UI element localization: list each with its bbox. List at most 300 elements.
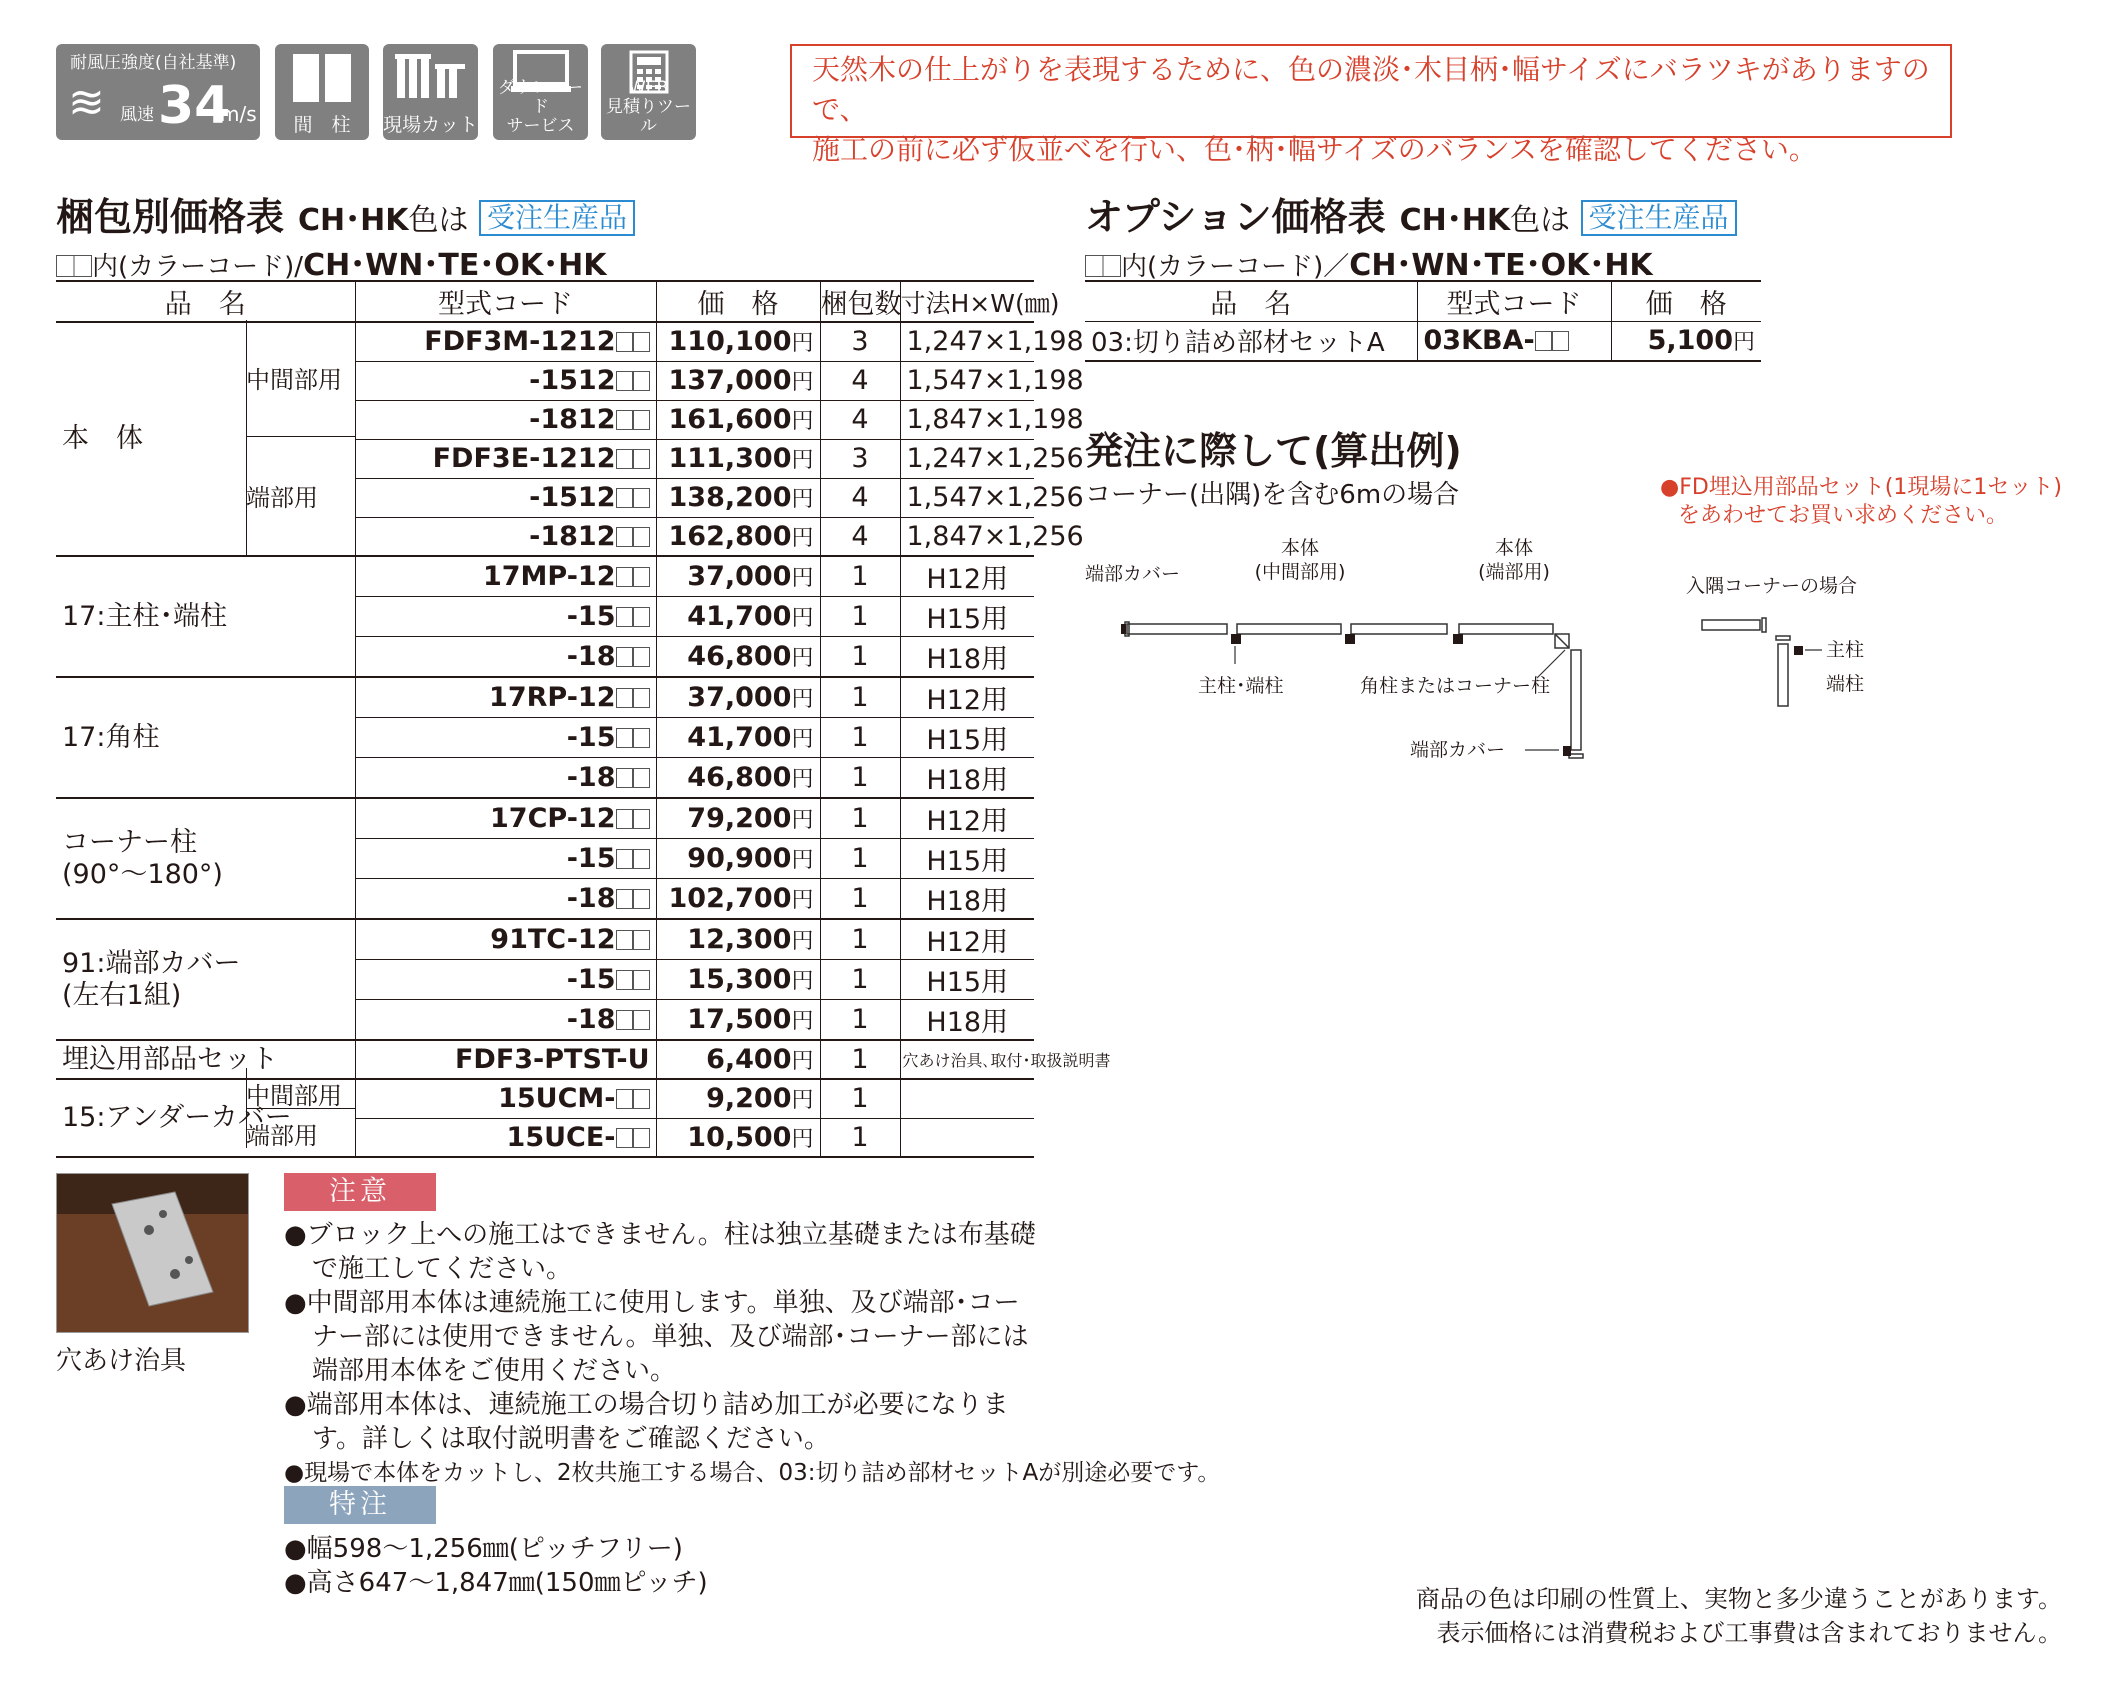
row-price: 79,200 (687, 803, 792, 834)
caution-item: ●ブロック上への施工はできません。柱は独立基礎または布基礎で施工してください。 (284, 1220, 1036, 1284)
row-qty: 1 (820, 718, 900, 758)
row-yen: 円 (791, 370, 814, 395)
row-yen: 円 (791, 848, 814, 873)
option-table-heading (1085, 186, 1737, 241)
header-price: 価 格 (656, 281, 820, 322)
row-price-cell (656, 439, 820, 478)
option-row (1085, 322, 1761, 361)
row-price-cell (656, 1079, 820, 1118)
row-dim: H15用 (900, 597, 1034, 637)
drill-jig-photo (56, 1173, 249, 1333)
row-qty: 1 (820, 798, 900, 839)
table-row (56, 1040, 1034, 1079)
row-price: 37,000 (687, 561, 792, 592)
row-group-text: 91:端部カバー (62, 947, 241, 979)
footer-line-2: 表示価格には消費税および工事費は含まれておりません。 (1436, 1619, 2062, 1647)
color-code-box (616, 647, 633, 667)
color-code-box (633, 970, 650, 990)
option-table-title: オプション価格表 (1085, 195, 1386, 239)
row-dim: H18用 (900, 758, 1034, 799)
row-price: 102,700 (668, 883, 792, 914)
row-code-cell (355, 798, 656, 839)
caution-item: ●端部用本体は、連続施工の場合切り詰め加工が必要になります。詳しくは取付説明書をご確認ください。 (284, 1390, 1009, 1454)
diagram-end-post-label: 端柱 (1826, 673, 1865, 695)
color-code-box (633, 688, 650, 708)
price-table-heading (56, 186, 635, 241)
row-code-cell (355, 758, 656, 799)
row-group-text: コーナー柱 (62, 826, 197, 858)
color-code-box (633, 371, 650, 391)
caution-list (284, 1218, 1221, 1490)
color-code-box (616, 1010, 633, 1030)
row-code: -15 (566, 843, 616, 874)
row-dim (900, 1118, 1034, 1157)
subgroup-vline (246, 320, 247, 555)
row-dim: H18用 (900, 879, 1034, 920)
option-table-color-note-suffix: 色は (1510, 203, 1571, 238)
row-yen: 円 (791, 606, 814, 631)
color-code-box (633, 809, 650, 829)
row-price-cell (656, 556, 820, 597)
row-yen: 円 (791, 1049, 814, 1074)
row-price: 9,200 (706, 1083, 792, 1115)
row-dim: 1,247×1,198 (900, 322, 1034, 361)
row-code-cell (355, 478, 656, 517)
notice-line-2: 施工の前に必ず仮並べを行い、色･柄･幅サイズのバランスを確認してください。 (812, 133, 1817, 166)
web-badge (601, 44, 696, 140)
row-code-cell (355, 361, 656, 400)
diagram-body-middle-line1: 本体 (1280, 537, 1319, 559)
row-price-cell (656, 677, 820, 718)
footer-note (1416, 1582, 2062, 1650)
row-price: 15,300 (687, 964, 792, 995)
row-code: 17MP-12 (482, 561, 616, 592)
color-code-box (616, 889, 633, 909)
diagram-body-end (1464, 536, 1564, 584)
color-code-box (616, 410, 633, 430)
subgroup-uc-end-label: 端部用 (246, 1122, 318, 1150)
row-dim: 1,547×1,256 (900, 478, 1034, 517)
row-price: 90,900 (687, 843, 792, 874)
row-dim (900, 1079, 1034, 1118)
price-table (56, 280, 1111, 1158)
row-qty: 4 (820, 478, 900, 517)
row-code-cell (355, 439, 656, 478)
header-code: 型式コード (355, 281, 656, 322)
color-code-box (616, 1128, 633, 1148)
color-code-box (633, 1128, 650, 1148)
post-badge-label: 間 柱 (293, 114, 351, 136)
row-code-cell (355, 1079, 656, 1118)
color-code-box (633, 930, 650, 950)
diagram-main-label: 主柱 (1826, 639, 1865, 661)
color-code-box (633, 1089, 650, 1109)
color-code-box (633, 449, 650, 469)
color-code-box (1085, 255, 1121, 277)
color-code-box (633, 607, 650, 627)
diagram-body-middle-line2: (中間部用) (1254, 561, 1346, 583)
row-yen: 円 (791, 727, 814, 752)
row-qty: 1 (820, 1079, 900, 1118)
row-yen: 円 (791, 409, 814, 434)
order-note-line-2: をあわせてお買い求めください。 (1678, 503, 2009, 528)
color-code-box (616, 688, 633, 708)
option-row-price: 5,100 (1647, 325, 1733, 357)
row-qty: 1 (820, 597, 900, 637)
special-item: ●幅598～1,256㎜(ピッチフリー) (284, 1534, 683, 1564)
price-table-color-note: CH･HK (298, 203, 409, 238)
color-code-box (633, 332, 650, 352)
row-group-label (56, 322, 355, 556)
row-code-cell (355, 517, 656, 556)
row-price: 6,400 (706, 1044, 792, 1075)
post-badge (275, 44, 369, 140)
price-table-color-note-suffix: 色は (408, 203, 469, 238)
row-price-cell (656, 1040, 820, 1079)
option-row-code: 03KBA- (1423, 325, 1535, 357)
row-dim: 1,847×1,198 (900, 400, 1034, 439)
web-badge-label: WEB 見積りツール (606, 78, 691, 136)
subgroup-vline (246, 1068, 247, 1148)
row-dim: H15用 (900, 960, 1034, 1000)
table-row (56, 556, 1034, 597)
header-name: 品 名 (164, 289, 246, 320)
row-group-text: 埋込用部品セット (62, 1043, 278, 1075)
row-qty: 3 (820, 322, 900, 361)
subgroup-divider (246, 436, 356, 437)
row-price-cell (656, 400, 820, 439)
row-yen: 円 (791, 646, 814, 671)
row-yen: 円 (791, 331, 814, 357)
row-yen: 円 (791, 525, 814, 551)
option-table (1085, 280, 1761, 362)
row-dim: H12用 (900, 677, 1034, 718)
table-row (56, 798, 1034, 839)
option-header-code: 型式コード (1417, 281, 1611, 322)
row-price-cell (656, 1000, 820, 1041)
row-code: 91TC-12 (490, 924, 616, 955)
row-qty: 1 (820, 879, 900, 920)
price-table-made-to-order: 受注生産品 (479, 200, 635, 236)
row-code-cell (355, 322, 656, 361)
row-code-cell (355, 960, 656, 1000)
row-code-cell (355, 400, 656, 439)
diagram-end-cover-left: 端部カバー (1085, 563, 1181, 585)
row-group-text: 17:主柱･端柱 (62, 600, 227, 632)
option-header-name: 品 名 (1210, 289, 1292, 320)
row-code: -1512 (529, 482, 616, 513)
row-qty: 1 (820, 1040, 900, 1079)
notice-line-1: 天然木の仕上がりを表現するために、色の濃淡･木目柄･幅サイズにバラツキがありますので、 (812, 53, 1930, 126)
row-group-text: (90°～180°) (62, 858, 223, 890)
row-group-label (56, 798, 355, 919)
row-code: -1812 (529, 404, 616, 435)
row-yen: 円 (791, 687, 814, 712)
row-dim: 穴あけ治具､取付･取扱説明書 (900, 1040, 1034, 1079)
row-group-text: 本 体 (62, 423, 143, 454)
special-item: ●高さ647～1,847㎜(150㎜ピッチ) (284, 1568, 708, 1598)
row-price: 12,300 (687, 924, 792, 955)
diagram-corner-post: 角柱またはコーナー柱 (1360, 675, 1551, 697)
diagram-inner-corner-label: 入隅コーナーの場合 (1686, 575, 1858, 597)
color-code-box (633, 647, 650, 667)
color-code-box (633, 728, 650, 748)
color-code-box (633, 410, 650, 430)
row-code: 17RP-12 (489, 682, 616, 713)
diagram-main-post: 主柱･端柱 (1198, 675, 1284, 697)
row-price: 161,600 (668, 404, 792, 435)
row-code: FDF3E-1212 (432, 443, 616, 474)
row-qty: 3 (820, 439, 900, 478)
color-code-box (633, 849, 650, 869)
color-code-box (616, 449, 633, 469)
row-price-cell (656, 517, 820, 556)
row-price: 111,300 (668, 443, 792, 474)
row-yen: 円 (791, 969, 814, 994)
diagram-body-end-line2: (端部用) (1478, 561, 1550, 583)
price-table-color-code-values: CH･WN･TE･OK･HK (303, 248, 607, 283)
row-price-cell (656, 1118, 820, 1157)
notice-box (790, 44, 1952, 166)
table-row (56, 919, 1034, 960)
row-qty: 1 (820, 919, 900, 960)
row-yen: 円 (791, 1126, 814, 1152)
row-code-cell (355, 677, 656, 718)
price-table-color-code-label: 内(カラーコード)/ (92, 252, 304, 282)
order-heading: 発注に際して(算出例) (1085, 429, 1462, 473)
row-dim: H18用 (900, 637, 1034, 678)
option-table-color-codes (1085, 240, 1653, 284)
color-code-box (633, 567, 650, 587)
row-price-cell (656, 478, 820, 517)
row-dim: H12用 (900, 798, 1034, 839)
caution-item: ●中間部用本体は連続施工に使用します。単独、及び端部･コーナー部には使用できません。単独、及び端部･コーナー部には端部用本体をご使用ください。 (284, 1288, 1029, 1386)
color-code-box (633, 768, 650, 788)
row-group-text: 15:アンダーカバー (62, 1102, 292, 1133)
row-dim: H12用 (900, 556, 1034, 597)
caution-item: ●現場で本体をカットし、2枚共施工する場合、03:切り詰め部材セットAが別途必要です。 (284, 1460, 1221, 1486)
row-group-label (56, 919, 355, 1040)
row-group-label (56, 677, 355, 798)
option-row-name: 03:切り詰め部材セットA (1091, 328, 1385, 359)
row-dim: 1,547×1,198 (900, 361, 1034, 400)
color-code-box (616, 527, 633, 547)
row-price: 10,500 (687, 1121, 792, 1153)
subgroup-end-label: 端部用 (246, 484, 318, 512)
row-price-cell (656, 960, 820, 1000)
row-code: -1512 (529, 365, 616, 396)
subgroup-middle-label: 中間部用 (246, 366, 342, 394)
row-code-cell (355, 597, 656, 637)
row-code: -18 (566, 762, 616, 793)
row-qty: 1 (820, 839, 900, 879)
row-yen: 円 (791, 888, 814, 913)
caution-tag: 注意 (284, 1173, 436, 1211)
table-row (56, 677, 1034, 718)
row-qty: 1 (820, 677, 900, 718)
row-qty: 1 (820, 1000, 900, 1041)
row-code: -18 (566, 641, 616, 672)
price-table-title: 梱包別価格表 (56, 195, 285, 239)
row-code: 15UCM- (498, 1083, 616, 1115)
row-price-cell (656, 839, 820, 879)
row-price-cell (656, 718, 820, 758)
row-dim: H12用 (900, 919, 1034, 960)
row-code: -15 (566, 722, 616, 753)
row-price: 137,000 (668, 365, 792, 396)
subgroup-divider (246, 1108, 356, 1109)
row-qty: 1 (820, 556, 900, 597)
row-code-cell (355, 879, 656, 920)
wind-badge-value: 34 (158, 76, 231, 136)
color-code-box (616, 567, 633, 587)
row-price-cell (656, 361, 820, 400)
row-yen: 円 (791, 1088, 814, 1114)
row-price: 138,200 (668, 482, 792, 513)
row-code: 17CP-12 (490, 803, 616, 834)
photo-caption: 穴あけ治具 (56, 1346, 187, 1376)
row-code: -15 (566, 601, 616, 632)
row-price: 110,100 (668, 326, 792, 358)
color-code-box (616, 809, 633, 829)
row-price: 46,800 (687, 762, 792, 793)
row-code: -18 (566, 1004, 616, 1035)
price-table-color-codes (56, 240, 606, 284)
row-yen: 円 (791, 808, 814, 833)
row-yen: 円 (791, 566, 814, 591)
row-code-cell (355, 1040, 656, 1079)
row-code-cell (355, 637, 656, 678)
cut-badge (383, 44, 478, 140)
color-code-box (633, 889, 650, 909)
color-code-box (616, 930, 633, 950)
color-code-box (633, 488, 650, 508)
download-badge-label: ダウンロード サービス (498, 78, 583, 136)
special-tag: 特注 (284, 1486, 436, 1524)
table-row (56, 1079, 1034, 1118)
header-dim: 寸法H×W(㎜) (900, 281, 1034, 322)
footer-line-1: 商品の色は印刷の性質上、実物と多少違うことがあります。 (1415, 1585, 2062, 1613)
row-qty: 4 (820, 517, 900, 556)
row-code: -18 (566, 883, 616, 914)
color-code-box (56, 255, 92, 277)
row-yen: 円 (791, 1009, 814, 1034)
row-code: FDF3-PTST-U (454, 1044, 650, 1075)
row-price: 41,700 (687, 601, 792, 632)
row-price: 46,800 (687, 641, 792, 672)
color-code-box (616, 728, 633, 748)
row-price: 162,800 (668, 520, 792, 552)
diagram-body-middle (1250, 536, 1350, 584)
option-table-made-to-order: 受注生産品 (1581, 200, 1737, 236)
row-price: 17,500 (687, 1004, 792, 1035)
row-code: 15UCE- (506, 1121, 616, 1153)
row-code-cell (355, 556, 656, 597)
row-price: 41,700 (687, 722, 792, 753)
color-code-box (616, 488, 633, 508)
row-yen: 円 (791, 929, 814, 954)
row-price-cell (656, 597, 820, 637)
color-code-box (616, 1089, 633, 1109)
post-icon (275, 52, 369, 108)
row-yen: 円 (791, 767, 814, 792)
row-price-cell (656, 758, 820, 799)
row-dim: H18用 (900, 1000, 1034, 1041)
row-dim: 1,847×1,256 (900, 517, 1034, 556)
cut-badge-label: 現場カット (383, 114, 478, 136)
row-code: -15 (566, 964, 616, 995)
row-group-text: 17:角柱 (62, 721, 160, 753)
row-price-cell (656, 637, 820, 678)
option-table-color-code-values: CH･WN･TE･OK･HK (1349, 248, 1653, 283)
row-group-label (56, 1040, 355, 1079)
option-header-price: 価 格 (1611, 281, 1761, 322)
color-code-box (616, 607, 633, 627)
color-code-box (616, 332, 633, 352)
row-price-cell (656, 322, 820, 361)
diagram-end-cover-bottom: 端部カバー (1410, 739, 1506, 761)
row-qty: 1 (820, 960, 900, 1000)
row-qty: 1 (820, 758, 900, 799)
row-qty: 4 (820, 400, 900, 439)
row-qty: 1 (820, 1118, 900, 1157)
row-code-cell (355, 1118, 656, 1157)
row-code-cell (355, 839, 656, 879)
color-code-box (633, 527, 650, 547)
wind-icon: ≋ (68, 77, 105, 128)
row-price-cell (656, 919, 820, 960)
download-badge (493, 44, 588, 140)
wind-badge-top-label: 耐風圧強度(自社基準) (70, 53, 237, 73)
row-dim: H15用 (900, 718, 1034, 758)
option-table-color-note: CH･HK (1399, 203, 1511, 238)
color-code-box (616, 970, 633, 990)
order-note-line-1: ●FD埋込用部品セット(1現場に1セット) (1660, 475, 2062, 500)
row-qty: 1 (820, 637, 900, 678)
saw-icon (383, 52, 478, 108)
row-group-label (56, 556, 355, 677)
row-qty: 4 (820, 361, 900, 400)
row-price: 37,000 (687, 682, 792, 713)
row-code-cell (355, 919, 656, 960)
row-code: -1812 (529, 520, 616, 552)
row-code-cell (355, 1000, 656, 1041)
row-yen: 円 (791, 448, 814, 473)
wind-pressure-badge (56, 44, 260, 140)
row-code: FDF3M-1212 (424, 326, 616, 358)
row-code-cell (355, 718, 656, 758)
row-price-cell (656, 879, 820, 920)
color-code-box (616, 371, 633, 391)
order-note (1660, 474, 2062, 530)
color-code-box (616, 849, 633, 869)
option-row-yen: 円 (1732, 330, 1755, 356)
row-group-text: (左右1組) (62, 979, 182, 1011)
special-list (284, 1532, 1036, 1600)
wind-badge-unit: m/s (220, 102, 257, 126)
row-yen: 円 (791, 487, 814, 512)
header-qty: 梱包数 (820, 281, 900, 322)
color-code-box (616, 768, 633, 788)
option-table-color-code-label: 内(カラーコード)／ (1121, 252, 1350, 282)
row-dim: 1,247×1,256 (900, 439, 1034, 478)
color-code-box (633, 1010, 650, 1030)
order-subtitle: コーナー(出隅)を含む6mの場合 (1085, 480, 1460, 510)
row-dim: H15用 (900, 839, 1034, 879)
subgroup-uc-middle-label: 中間部用 (246, 1082, 342, 1110)
diagram-body-end-line1: 本体 (1494, 537, 1533, 559)
wind-badge-wind-label: 風速 (120, 105, 154, 125)
